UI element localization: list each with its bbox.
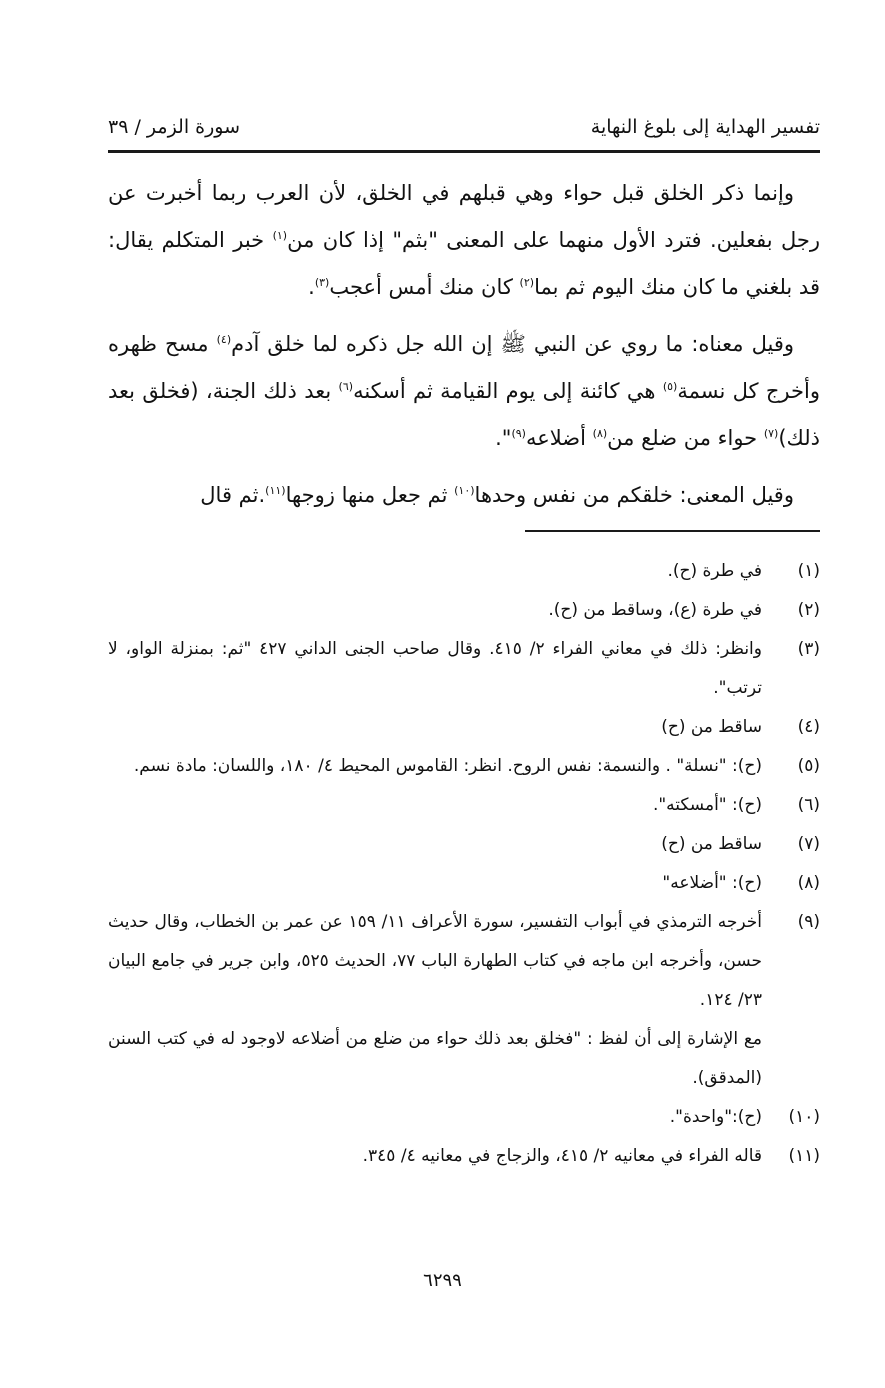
- footnote-text: وانظر: ذلك في معاني الفراء ٢/ ٤١٥. وقال صاحب الجنى الداني ٤٢٧ "ثم: بمنزلة الواو، لا ترتب".: [108, 639, 762, 698]
- footnote: [108, 903, 820, 1020]
- main-text: [108, 170, 820, 529]
- footnote-text: (ح): "أضلاعه": [662, 873, 762, 893]
- footnote-number: (٣): [797, 639, 820, 659]
- page-number: ٦٢٩٩: [423, 1270, 462, 1291]
- footnote-number: (٥): [797, 756, 820, 776]
- paragraph-text: ثم جعل منها زوجها: [285, 483, 455, 507]
- footnote-reference: (٣): [314, 276, 330, 289]
- footnote: [108, 552, 820, 591]
- running-header: [108, 112, 820, 148]
- footnote: [108, 825, 820, 864]
- footnote-reference: (٤): [216, 333, 232, 346]
- footnote: [108, 1137, 820, 1176]
- paragraph-text: وإنما ذكر الخلق قبل حواء وهي قبلهم في الخلق، لأن العرب ربما أخبرت عن رجل بفعلين. فترد الأول منهما على المعنى "بثم" إذا كان من: [108, 181, 820, 252]
- header-rule: [108, 150, 820, 153]
- footnote-number: (٩): [797, 912, 820, 932]
- paragraph-text: أضلاعه: [525, 426, 593, 450]
- footnote-reference: (٦): [338, 380, 354, 393]
- footnote-reference: (٧): [763, 427, 779, 440]
- footnote: [108, 747, 820, 786]
- footnote-text: (ح):"واحدة".: [669, 1107, 762, 1127]
- paragraph-text: خبر المتكلم يقال: قد بلغني ما كان منك اليوم ثم بما: [108, 228, 820, 299]
- footnote-text: (ح): "أمسكته".: [652, 795, 762, 815]
- paragraph-text: بعد ذلك الجنة، (فخلق بعد ذلك): [108, 379, 820, 450]
- footnote-reference: (٩): [511, 427, 526, 440]
- footnote-number: (٦): [797, 795, 820, 815]
- paragraph-text: ".: [495, 426, 512, 450]
- footnote: [108, 630, 820, 708]
- footnote-reference: (٢): [519, 276, 535, 289]
- footnote-text: قاله الفراء في معانيه ٢/ ٤١٥، والزجاج في معانيه ٤/ ٣٤٥.: [362, 1146, 762, 1166]
- paragraph: [108, 170, 820, 311]
- footnote-text: (ح): "نسلة" . والنسمة: نفس الروح. انظر: القاموس المحيط ٤/ ١٨٠، واللسان: مادة نسم.: [133, 756, 762, 776]
- footnote-text: ساقط من (ح): [661, 834, 762, 854]
- book-title: تفسير الهداية إلى بلوغ النهاية: [590, 116, 820, 138]
- footnote-number: (١١): [788, 1146, 820, 1166]
- paragraph: [108, 321, 820, 462]
- footnote-text: ساقط من (ح): [661, 717, 762, 737]
- paragraph: [108, 472, 820, 519]
- footnote: [108, 591, 820, 630]
- footnote-number: (١): [797, 561, 820, 581]
- paragraph-text: كان منك أمس أعجب: [329, 275, 520, 299]
- footnote: [108, 786, 820, 825]
- footnote-continuation: مع الإشارة إلى أن لفظ : "فخلق بعد ذلك حواء من ضلع من أضلاعه لاوجود له في كتب السنن (المدقق).: [108, 1029, 762, 1088]
- paragraph-text: هي كائنة إلى يوم القيامة ثم أسكنه: [353, 379, 663, 403]
- paragraph-text: .ثم قال: [200, 483, 266, 507]
- footnote-reference: (١٠): [454, 484, 475, 497]
- footnote-text: أخرجه الترمذي في أبواب التفسير، سورة الأعراف ١١/ ١٥٩ عن عمر بن الخطاب، وقال حديث حسن، وأخرجه ابن ماجه في كتاب الطهارة الباب ٧٧، الحديث ٥٢٥، وابن جرير في جامع البيان ٢٣/ ١٢٤.: [108, 912, 763, 1010]
- footnote-reference: (٨): [592, 427, 608, 440]
- footnote-number: (٨): [797, 873, 820, 893]
- paragraph-text: وقيل معناه: ما روي عن النبي ﷺ إن الله جل ذكره لما خلق آدم: [231, 332, 794, 356]
- paragraph-text: مسح ظهره وأخرج كل نسمة: [108, 332, 820, 403]
- footnote-separator: [525, 530, 820, 532]
- footnote: [108, 864, 820, 903]
- footnote-reference: (٥): [662, 380, 678, 393]
- footnote-reference: (١): [272, 229, 288, 242]
- footnote: [108, 1098, 820, 1137]
- footnote-number: (٢): [797, 600, 820, 620]
- footnote-number: (٤): [797, 717, 820, 737]
- footnote-text: في طرة (ح).: [667, 561, 762, 581]
- footnote-reference: (١١): [265, 484, 286, 497]
- paragraph-text: وقيل المعنى: خلقكم من نفس وحدها: [474, 483, 794, 507]
- footnote-text: في طرة (ع)، وساقط من (ح).: [548, 600, 762, 620]
- surah-title: سورة الزمر / ٣٩: [108, 116, 241, 138]
- paragraph-text: .: [308, 275, 315, 299]
- footnote-number: (٧): [797, 834, 820, 854]
- footnotes: [108, 552, 820, 1176]
- paragraph-text: حواء من ضلع من: [607, 426, 764, 450]
- footnote-number: (١٠): [788, 1107, 820, 1127]
- footnote: [108, 708, 820, 747]
